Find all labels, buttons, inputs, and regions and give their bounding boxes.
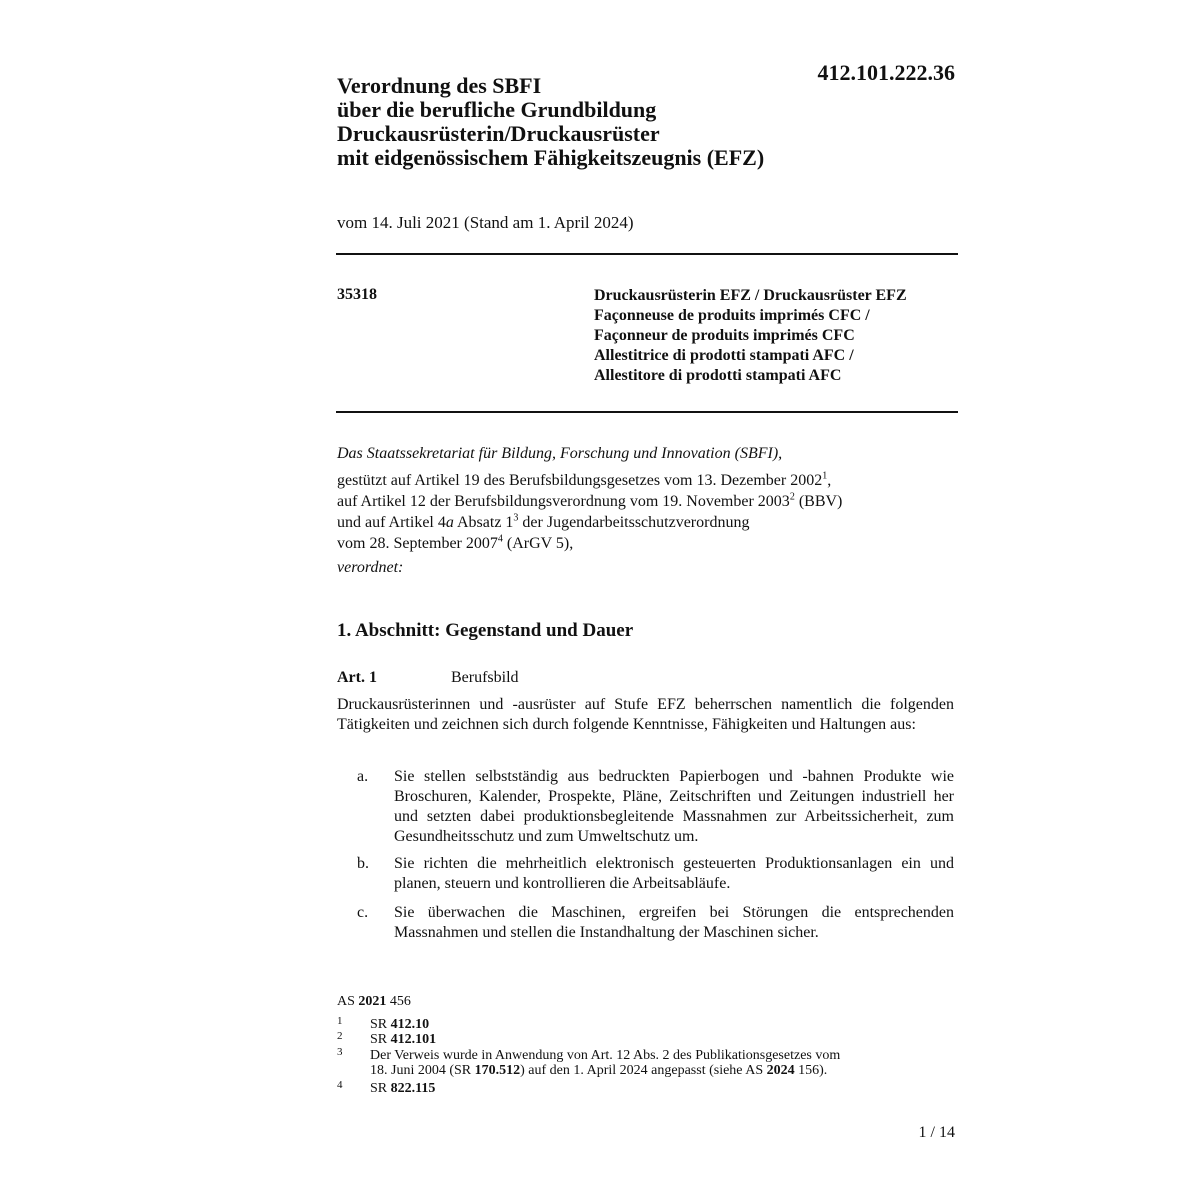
legal-basis-line: vom 28. September 2007$^4$ (ArGV 5), [337,533,574,552]
profession-code: 35318 [337,286,377,303]
profession-name: Druckausrüsterin EFZ / Druckausrüster EFZ [594,287,907,304]
list-label: b. [357,855,369,872]
footnote-number: 1 [337,1015,343,1027]
profession-name: Allestitrice di prodotti stampati AFC / [594,347,854,364]
footnote-ref[interactable]: 1 [822,470,828,482]
article-title: Berufsbild [451,669,519,686]
footnote-number: 4 [337,1079,343,1091]
footnote: 4 SR 822.115 [337,1079,436,1096]
issuer: Das Staatssekretariat für Bildung, Forschung und Innovation (SBFI), [337,445,783,462]
sr-number: 412.101.222.36 [817,60,955,85]
title-line: Verordnung des SBFI [337,73,542,98]
list-text: Sie richten die mehrheitlich elektronisch gesteuerten Produktionsanlagen ein und planen, steuern und kontrollieren die Arbeitsabläufe. [394,855,954,892]
verb: verordnet: [337,559,404,576]
preamble [337,443,957,578]
article-number: Art. 1 [337,669,377,686]
footnote-ref[interactable]: 2 [789,491,795,503]
list-label: c. [357,904,369,921]
document-title [337,74,797,170]
top-rule [336,253,958,255]
footnote-ref[interactable]: 3 [513,512,519,524]
page-number: 1 / 14 [918,1124,955,1141]
footnote: 1 SR 412.10 [337,1015,430,1032]
footnote-ref[interactable]: 4 [497,533,503,545]
legal-basis-line: auf Artikel 12 der Berufsbildungsverordnung vom 19. November 2003$^2$ (BBV) [337,491,843,510]
list-item [337,767,954,847]
footnote-number: 2 [337,1030,343,1042]
date-line: vom 14. Juli 2021 (Stand am 1. April 2024) [337,213,634,232]
profession-names [594,286,964,386]
profession-name: Allestitore di prodotti stampati AFC [594,367,842,384]
section-heading: 1. Abschnitt: Gegenstand und Dauer [337,620,634,641]
list-text: Sie überwachen die Maschinen, ergreifen bei Störungen die entsprechenden Massnahmen und stellen die Instandhaltung der Maschinen sicher. [394,904,954,941]
list-label: a. [357,768,369,785]
article-intro: Druckausrüsterinnen und -ausrüster auf Stufe EFZ beherrschen namentlich die folgenden Tätigkeiten und zeichnen sich durch folgende Kenntnisse, Fähigkeiten und Haltungen aus: [337,696,954,733]
title-line: Druckausrüsterin/Druckausrüster [337,121,660,146]
list-text: Sie stellen selbstständig aus bedruckten Papierbogen und -bahnen Produkte wie Broschuren, Kalender, Prospekte, Pläne, Zeitschriften und Zeitungen industriell her und setzten dabei produktionsbegleitende Massnahmen zur Arbeitssicherheit, zum Gesundheitsschutz und zum Umweltschutz um. [394,768,954,845]
title-line: über die berufliche Grundbildung [337,97,657,122]
profession-name: Façonneuse de produits imprimés CFC / [594,307,870,324]
list-item [337,903,954,943]
legal-basis-line: und auf Artikel 4a Absatz $1^3$ der Jugendarbeitsschutzverordnung [337,512,750,531]
legal-basis-line: gestützt auf Artikel 19 des Berufsbildungsgesetzes vom 13. Dezember 2002$^1$, [337,470,832,489]
footnote-number: 3 [337,1046,343,1058]
title-line: mit eidgenössischem Fähigkeitszeugnis (EFZ) [337,145,765,170]
footnote: 3 Der Verweis wurde in Anwendung von Art. 12 Abs. 2 des Publikationsgesetzes vom 18. Juni 2004 (SR 170.512) auf den 1. April 2024 angepasst (siehe AS 2024 156). [337,1046,841,1078]
footnote: 2 SR 412.101 [337,1030,437,1047]
list-item [337,854,954,894]
bottom-rule [336,411,958,413]
official-compilation-ref: AS 2021 456 [337,994,411,1009]
profession-name: Façonneur de produits imprimés CFC [594,327,855,344]
